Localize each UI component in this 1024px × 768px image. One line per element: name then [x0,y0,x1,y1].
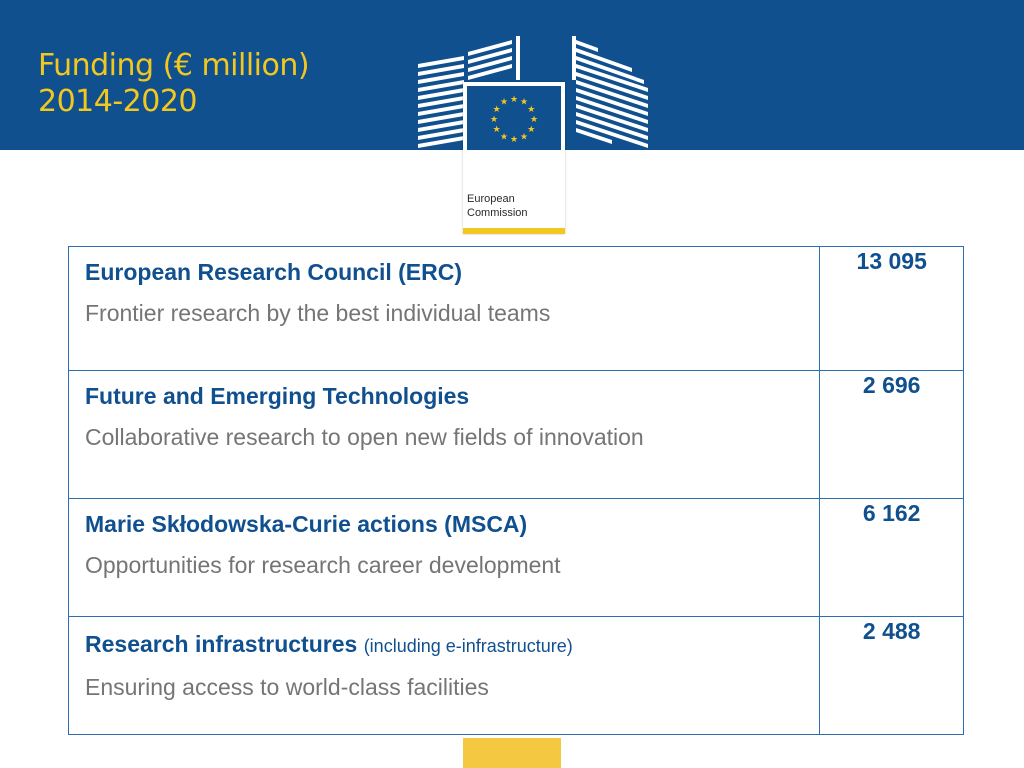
eu-flag [467,86,561,150]
logo-wordmark [467,192,561,220]
svg-text:★: ★ [499,132,509,143]
programme-description: Collaborative research to open new fields of innovation [85,424,644,450]
programme-cell [69,371,820,499]
funding-amount: 13 095 [820,247,964,371]
table-row [69,617,964,735]
programme-cell [69,617,820,735]
svg-text:★: ★ [492,125,501,135]
funding-amount: 2 488 [820,617,964,735]
funding-amount: 2 696 [820,371,964,499]
programme-description: Frontier research by the best individual teams [85,300,551,326]
programme-name: European Research Council (ERC) [85,259,463,285]
programme-cell [69,499,820,617]
svg-text:★: ★ [509,95,519,105]
logo-line-1: European [467,193,515,205]
footer-yellow-tab [463,738,561,768]
svg-text:★: ★ [519,132,529,143]
programme-name: Marie Skłodowska-Curie actions (MSCA) [85,511,528,537]
funding-amount: 6 162 [820,499,964,617]
logo-panel [463,82,565,234]
title-line-2: 2014-2020 [38,84,198,119]
programme-description: Opportunities for research career development [85,552,561,578]
programme-note: (including e-infrastructure) [363,636,573,656]
programme-cell [69,247,820,371]
svg-text:★: ★ [527,125,536,135]
svg-text:★: ★ [527,105,536,115]
table-row [69,499,964,617]
title-line-1: Funding (€ million) [38,48,310,83]
svg-text:★: ★ [519,97,529,108]
funding-table [68,246,964,735]
programme-name: Future and Emerging Technologies [85,383,470,409]
slide-title [38,48,309,120]
programme-name: Research infrastructures [85,631,358,657]
svg-text:★: ★ [489,115,499,125]
table-row [69,371,964,499]
programme-name-row [85,629,803,661]
svg-text:★: ★ [509,135,519,145]
programme-description: Ensuring access to world-class facilities [85,674,489,700]
table-row [69,247,964,371]
svg-text:★: ★ [492,105,501,115]
svg-text:★: ★ [499,97,509,108]
svg-text:★: ★ [529,115,539,125]
eu-stars-icon [467,86,561,150]
logo-line-2: Commission [467,207,528,219]
logo-yellow-bar [463,228,565,234]
european-commission-logo [412,36,652,219]
